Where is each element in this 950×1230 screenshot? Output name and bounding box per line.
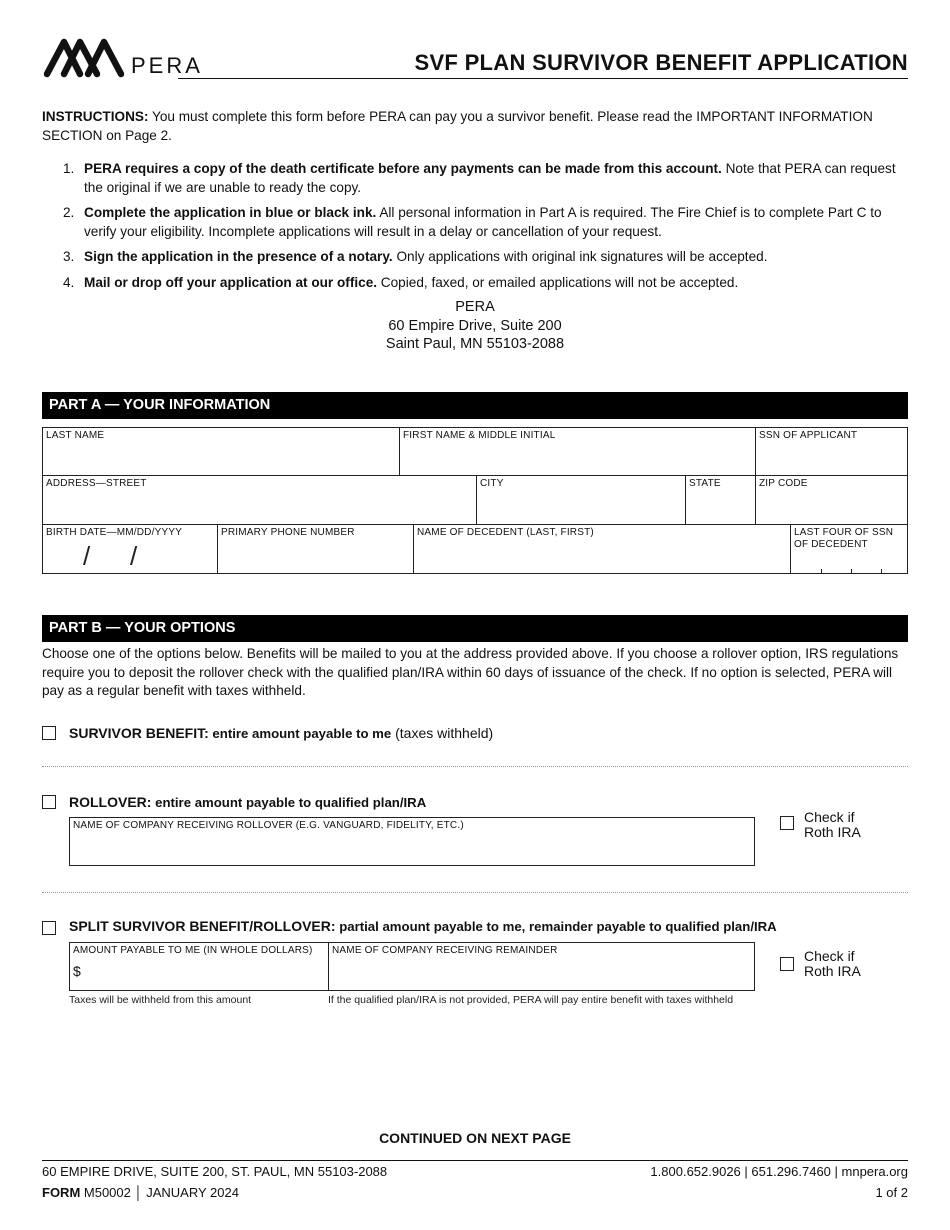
currency-symbol: $ [73,963,81,979]
option-subheading: partial amount payable to me, remainder payable to qualified plan/IRA [335,919,777,934]
field-label: NAME OF DECEDENT (LAST, FIRST) [417,527,594,538]
pera-logo-icon [42,34,126,80]
address-field[interactable] [42,475,477,525]
logo-wordmark: PERA [131,53,203,78]
field-label: LAST NAME [46,430,105,441]
rollover-roth-label [804,810,861,840]
rollover-label [69,794,426,810]
phone-input[interactable] [221,548,410,570]
address-line-2: 60 Empire Drive, Suite 200 [388,317,562,334]
field-label: PRIMARY PHONE NUMBER [221,527,355,538]
document-title: SVF PLAN SURVIVOR BENEFIT APPLICATION [414,50,908,75]
split-checkbox[interactable] [42,921,56,935]
label-line: OF DECEDENT [794,539,868,550]
zip-field[interactable] [755,475,908,525]
birth-date-field[interactable] [42,524,218,574]
field-label: AMOUNT PAYABLE TO ME (IN WHOLE DOLLARS) [73,945,313,956]
step-bold: PERA requires a copy of the death certificate before any payments can be made from this account. [84,161,722,176]
field-label: FIRST NAME & MIDDLE INITIAL [403,430,556,441]
instructions-paragraph [42,108,908,145]
first-name-field[interactable] [399,427,756,476]
footer-rule [42,1160,908,1161]
part-b-header: PART B — YOUR OPTIONS [42,615,908,642]
field-label: ADDRESS—STREET [46,478,147,489]
instruction-step [42,204,908,241]
roth-label-line: Roth IRA [804,963,861,979]
split-roth-checkbox[interactable] [780,957,794,971]
phone-field[interactable] [217,524,414,574]
instructions-text: You must complete this form before PERA can pay you a survivor benefit. Please read the IMPORTANT INFORMATION SECTION on Page 2. [42,109,873,143]
state-field[interactable] [685,475,756,525]
split-label [69,918,777,934]
rollover-checkbox[interactable] [42,795,56,809]
instructions-lead: INSTRUCTIONS: [42,109,149,124]
amount-payable-field[interactable] [69,942,329,991]
roth-label-line: Roth IRA [804,824,861,840]
step-text: Copied, faxed, or emailed applications will not be accepted. [377,274,739,290]
option-subheading: entire amount payable to me [208,726,392,741]
step-number: 2. [63,205,75,220]
city-input[interactable] [480,499,682,521]
footer-form-id [42,1185,239,1200]
title-rule [178,78,908,79]
state-input[interactable] [689,499,752,521]
first-name-input[interactable] [403,450,752,472]
continued-notice: CONTINUED ON NEXT PAGE [379,1130,571,1146]
footer-address: 60 EMPIRE DRIVE, SUITE 200, ST. PAUL, MN 55103-2088 [42,1164,388,1179]
instruction-step [42,248,908,267]
remainder-company-input[interactable] [332,965,751,987]
mailing-address [0,298,950,354]
option-heading: SURVIVOR BENEFIT: [69,725,209,741]
field-label: NAME OF COMPANY RECEIVING REMAINDER [332,945,558,956]
part-b-intro: Choose one of the options below. Benefits will be mailed to you at the address provided above. If you choose a rollover option, IRS regulations require you to deposit the rollover check with the qualified plan/IRA within 60 days of issuance of the check. If no option is selected, PERA will pay as a regular benefit with taxes withheld. [42,646,899,698]
city-field[interactable] [476,475,686,525]
field-label: ZIP CODE [759,478,808,489]
field-label: NAME OF COMPANY RECEIVING ROLLOVER (E.G. VANGUARD, FIDELITY, ETC.) [73,820,464,831]
step-text: All personal information in Part A is required. The Fire Chief is to complete Part C to verify your eligibility. Incomplete applications will result in a delay or cancellation of your request. [84,205,882,239]
form-label: FORM [42,1185,81,1200]
decedent-name-field[interactable] [413,524,791,574]
step-number: 4. [63,274,75,290]
field-label: BIRTH DATE—MM/DD/YYYY [46,527,183,538]
step-text: Note that PERA can request the original if we are unable to ready the copy. [84,161,896,195]
field-label: CITY [480,478,504,489]
last-name-field[interactable] [42,427,400,476]
option-heading: ROLLOVER: [69,794,152,810]
rollover-company-field[interactable] [69,817,755,866]
field-label [794,527,893,551]
separator-dotted [42,766,908,767]
option-note: (taxes withheld) [391,725,494,741]
ssn-field[interactable] [755,427,908,476]
roth-label-line: Check if [804,948,855,964]
amount-input[interactable] [88,965,325,987]
field-label: SSN OF APPLICANT [759,430,858,441]
step-text: Only applications with original ink signatures will be accepted. [392,249,768,264]
step-number: 3. [63,249,75,264]
option-heading: SPLIT SURVIVOR BENEFIT/ROLLOVER: [69,918,336,934]
address-input[interactable] [46,499,473,521]
ssn-input[interactable] [759,450,904,472]
field-label: STATE [689,478,721,489]
address-line-3: Saint Paul, MN 55103-2088 [385,336,565,352]
instruction-step [42,160,908,197]
remainder-company-field[interactable] [328,942,755,991]
last-name-input[interactable] [46,450,396,472]
date-separator: / [130,541,138,571]
step-number: 1. [63,161,75,176]
survivor-benefit-label [69,725,493,741]
step-bold: Mail or drop off your application at our office. [84,274,378,290]
part-a-header: PART A — YOUR INFORMATION [42,392,908,419]
form-number: M50002 │ JANUARY 2024 [80,1185,239,1200]
digit-divider [881,569,882,573]
digit-divider [851,569,852,573]
survivor-benefit-checkbox[interactable] [42,726,56,740]
digit-divider [821,569,822,573]
roth-label-line: Check if [804,809,855,825]
label-line: LAST FOUR OF SSN [794,527,894,538]
rollover-roth-checkbox[interactable] [780,816,794,830]
footer-contact: 1.800.652.9026 | 651.296.7460 | mnpera.org [650,1164,908,1179]
date-separator: / [83,541,91,571]
page-number: 1 of 2 [875,1185,908,1200]
address-line-1: PERA [455,299,495,315]
instruction-step [42,274,908,293]
separator-dotted [42,892,908,893]
step-bold: Complete the application in blue or black ink. [84,205,377,220]
zip-input[interactable] [759,499,904,521]
split-roth-label [804,949,861,979]
decedent-ssn-field[interactable] [790,524,908,574]
step-bold: Sign the application in the presence of a notary. [84,249,393,264]
amount-note: Taxes will be withheld from this amount [69,994,252,1006]
option-subheading: entire amount payable to qualified plan/IRA [151,795,427,810]
remainder-note: If the qualified plan/IRA is not provided, PERA will pay entire benefit with taxes withheld [328,994,734,1006]
instruction-steps [42,160,908,299]
decedent-name-input[interactable] [417,548,787,570]
rollover-company-input[interactable] [73,840,751,862]
